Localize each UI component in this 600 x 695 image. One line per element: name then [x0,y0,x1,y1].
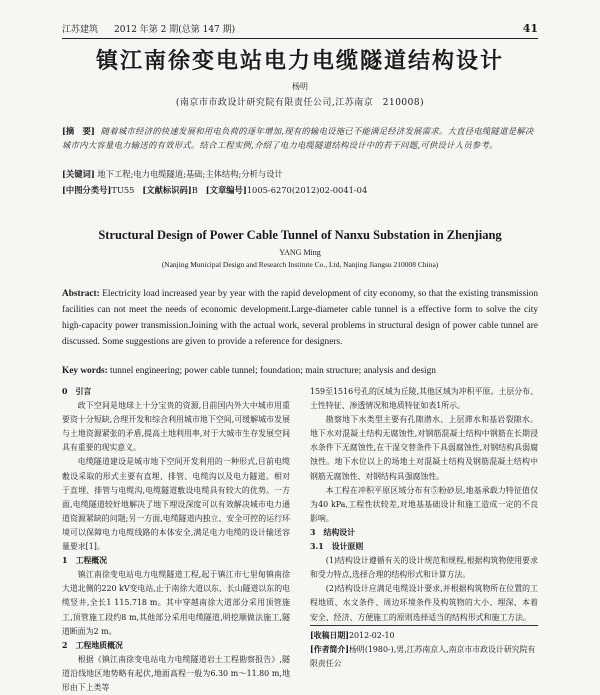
section-number: 1 [62,556,68,566]
author-chinese: 杨明 [292,82,308,91]
abstract-chinese [62,124,538,152]
paragraph: (1)结构设计遵循有关的设计规范和规程,根据构筑物使用要求和受力特点,选择合理的结构形式和计算方法。 [310,556,538,580]
author-bio: 杨明(1980-),男,江苏南京人,南京市市政设计研究院有限责任公 [310,645,536,668]
paragraph: 本工程在冲积平原区域分布有⑤粉砂层,地基承载力特征值仅为40 kPa,工程性状较差,对地基基础设计和施工造成一定的不良影响。 [310,485,538,523]
received-date: 2012-02-10 [349,631,395,640]
paragraph: 镇江南徐变电站电力电缆隧道工程,起于镇江市七里甸镇南徐大道北侧的220 kV变电站,止于南徐大道以东、长山隧道以东的电缆竖井,全长1 115.718 m。其中穿越南徐大道部分采用顶管施工,顶管施工段约8 m,其他部分采用电缆隧道,明挖顺做法施工,隧道断面为2 m。 [62,570,290,636]
section-number: 3 [310,527,316,537]
article-id-value: 1005-6270(2012)02-0041-04 [246,185,368,195]
paragraph: (2)结构设计应满足电缆设计要求,并根据构筑物所在位置的工程地质、水文条件、周边环境条件及构筑物的大小、埋深、本着安全、经济、方便施工的原则选择适当的结构形式和施工方法。 [310,584,538,622]
section-title: 结构设计 [323,527,356,537]
section-heading-project-overview [62,554,290,568]
title-english: Structural Design of Power Cable Tunnel of Nanxu Substation in Zhenjiang [98,228,502,242]
subsection-heading-design-principles [310,540,538,554]
body-column-right [310,385,538,625]
clc-value: TU55 [111,185,135,195]
section-heading-structural-design [310,526,538,540]
section-number: 2 [62,640,68,650]
author-bio-label: [作者简介] [310,645,350,654]
keywords-chinese [62,168,538,180]
doc-code-label: [文献标识码] [142,185,192,195]
paragraph: 根据《镇江南徐变电站电力电缆隧道岩土工程勘察报告》,隧道沿线地区地势略有起伏,地面高程一般为6.30 m～11.80 m,地形由下上类等 [62,654,290,692]
paragraph: 电缆隧道建设是城市地下空间开发利用的一种形式,目前电缆敷设采取的形式主要有直埋、排管、电缆沟以及电力隧道。相对于直埋、排管与电缆沟,电缆隧道敷设电缆具有较大的优势。一方面,电缆隧道较好地解决了地下埋设深度可以有效解决城市电力通道资源紧缺的问题;另一方面,电缆隧道内独立、安全可控的运行环境可以保障电力电缆线路的本体安全,满足电力电缆的设计输送容量要求[1]。 [62,457,290,552]
author-english: YANG Ming [279,248,321,257]
page-number: 41 [522,22,538,35]
section-number: 3.1 [310,542,324,552]
abstract-chinese-text: 随着城市经济的快速发展和用电负荷的逐年增加,现有的输电设施已不能满足经济发展需求。大直径电缆隧道是解决城市内大容量电力输送的有效形式。结合工程实例,介绍了电力电缆隧道结构设计中的若干问题,可供设计人员参考。 [62,126,534,150]
abstract-chinese-label: [摘 要] [62,126,95,136]
author-bio-line [310,643,538,671]
paragraph: 勘察地下水类型主要有孔隙潜水、上层滞水和基岩裂隙水。地下水对混凝土结构无腐蚀性,对钢筋混凝土结构中钢筋在长期浸水条件下无腐蚀性,在干湿交替条件下具弱腐蚀性,对钢结构具弱腐蚀性。地下水位以上的场地土对混凝土结构及钢筋混凝土结构中钢筋无腐蚀性、对钢结构具强腐蚀性。 [310,415,538,481]
body-column-left [62,385,290,695]
abstract-english [62,286,538,350]
received-label: [收稿日期] [310,631,350,640]
paragraph: 政下空间是地球上十分宝贵的资源,目前国内外大中城市用重要资十分短缺,合理开发和综合利用城市地下空间,可缓解城市发展与土地资源紧张的矛盾,提高土地利用率,对于大城市生存发展空间具有重要的现实意义。 [62,401,290,453]
paragraph: 159至1516号孔的区域为丘陵,其他区域为冲积平原。土层分布、土性特征、渗透情况和地质特征如表1所示。 [310,387,538,411]
section-number: 0 [62,387,68,396]
clc-label: [中图分类号] [62,185,112,195]
title-chinese: 镇江南徐变电站电力电缆隧道结构设计 [95,49,504,74]
section-heading-geology [62,639,290,653]
keywords-english-text: tunnel engineering; power cable tunnel; foundation; main structure; analysis and design [110,366,436,376]
footnote-box [310,625,538,671]
article-id-label: [文章编号] [205,185,247,195]
section-title: 工程地质概况 [75,640,123,650]
section-title: 引言 [75,387,92,396]
section-title: 工程概况 [75,556,108,566]
abstract-english-label: Abstract: [62,289,100,299]
journal-name: 江苏建筑 [62,25,99,35]
issue-info: 2012 年第 2 期(总第 147 期) [114,25,236,35]
keywords-english [62,366,538,376]
section-title: 设计原则 [331,542,364,552]
doc-code-value: B [191,185,198,195]
keywords-chinese-label: [关键词] [62,169,95,179]
section-heading-introduction [62,385,290,399]
affiliation-english: (Nanjing Municipal Design and Research Institute Co., Ltd, Nanjing Jiangsu 210008 China) [161,260,439,269]
received-date-line [310,629,538,643]
affiliation-chinese: (南京市市政设计研究院有限责任公司,江苏南京 210008) [175,98,425,108]
abstract-english-text: Electricity load increased year by year with the rapid development of city economy, so that the existing transmission facilities can not meet the needs of economic development.Large-diameter cable tunnel is a effective form to solve the city high-capacity power transmission.Joining with the actual work, several problems in structural design of power cable tunnel are discussed. Some suggestions are given to provide a reference for designers. [62,289,538,347]
keywords-english-label: Key words: [62,366,108,376]
keywords-chinese-text: 地下工程;电力电缆隧道;基础;主体结构;分析与设计 [97,169,283,179]
classification-line [62,184,538,196]
running-header [62,22,538,39]
